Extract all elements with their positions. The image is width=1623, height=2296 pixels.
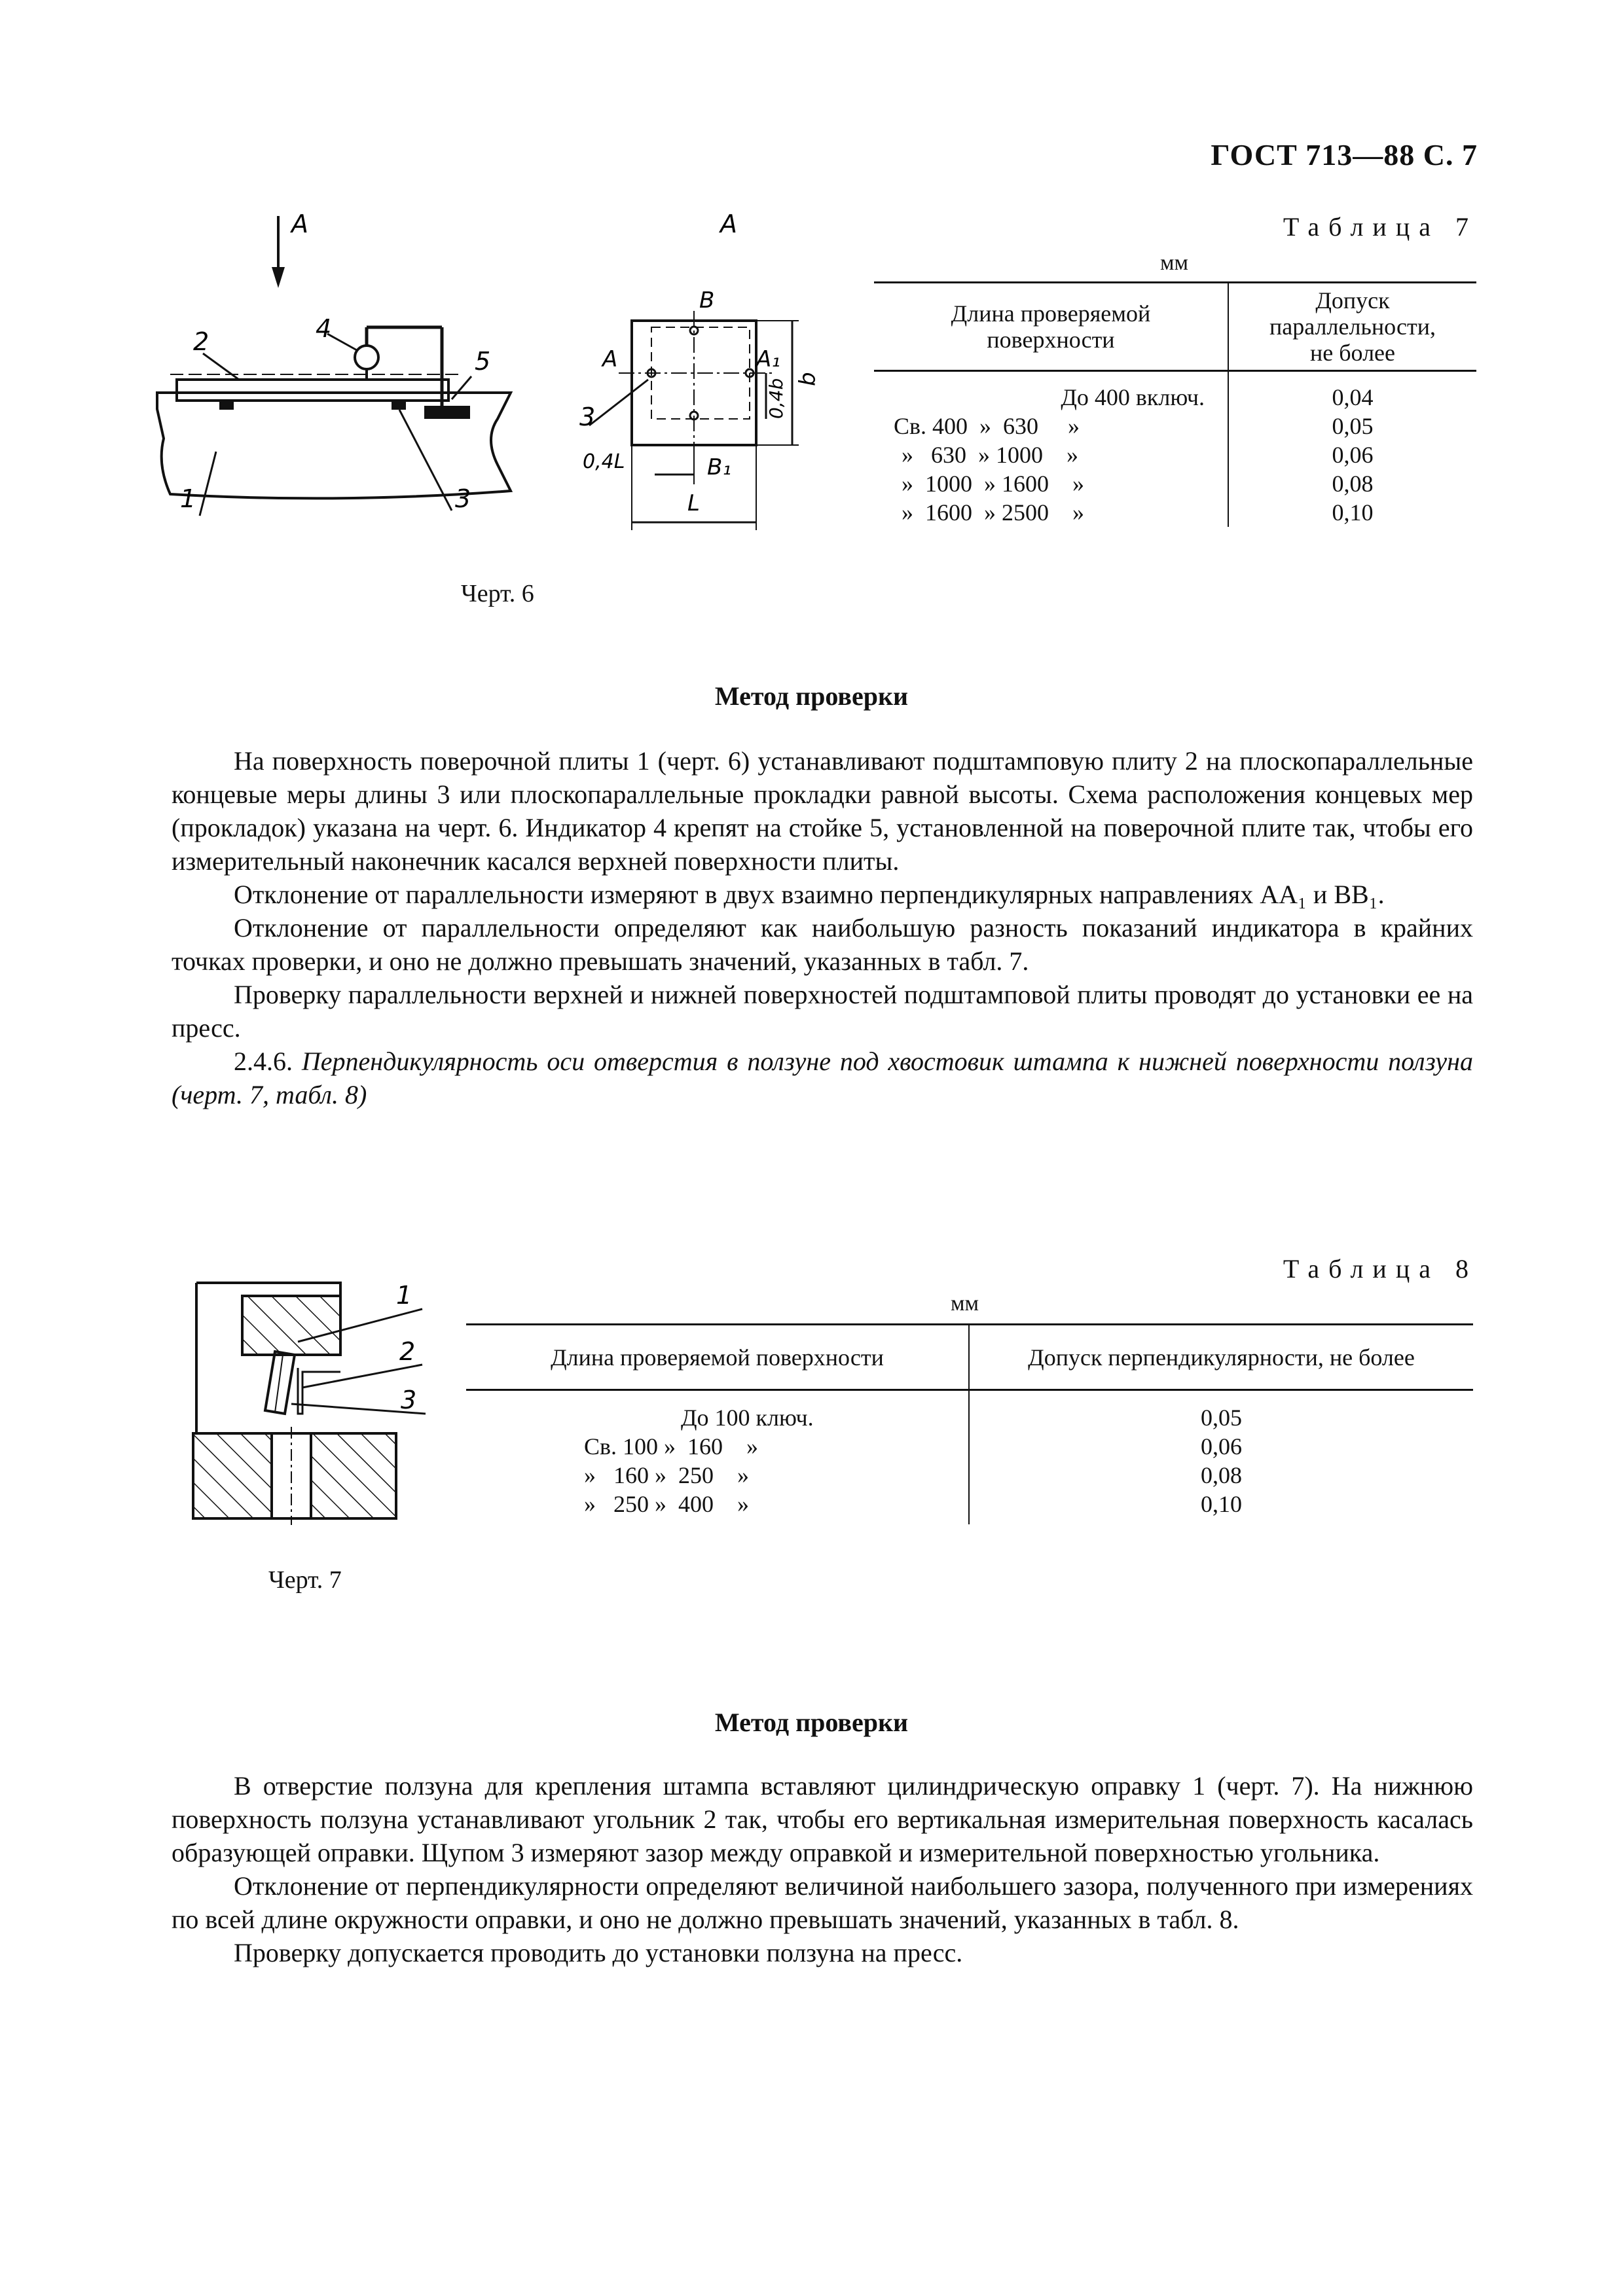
table-8-row-2-range: Св. 100 » 160 »: [466, 1432, 969, 1461]
table-7: [874, 281, 1476, 527]
section-1-paragraph-3: Отклонение от параллельности определяют как наибольшую разность показаний индикатора в крайних точках проверки, и оно не должно превышать значений, указанных в табл. 7.: [172, 913, 1473, 976]
table-7-row-1-tol: 0,04: [1332, 384, 1374, 410]
fig6-label-b: B: [699, 287, 715, 314]
fig6-label-a1: A₁: [756, 346, 780, 372]
figure-6-caption: Черт. 6: [461, 580, 534, 607]
figure-7-drawing: [183, 1257, 484, 1532]
table-7-col2: Допуск параллельности, не более: [1269, 287, 1436, 366]
table-8-unit: мм: [951, 1291, 979, 1316]
table-7-row-3-range: » 630 » 1000 »: [874, 440, 1228, 469]
table-8: [466, 1323, 1473, 1524]
section-1-paragraph-1: На поверхность поверочной плиты 1 (черт. 6) устанавливают подштамповую плиту 2 на плоскопараллельные концевые меры длины 3 или плоскопараллельные прокладки равной высоты. Схема расположения концевых мер (прокладок) указана на черт. 6. Индикатор 4 крепят на стойке 5, установленной на поверочной плите так, чтобы его измерительный наконечник касался верхней поверхности плиты.: [172, 746, 1473, 876]
table-7-title: Таблица 7: [1283, 212, 1478, 242]
page-header: ГОСТ 713—88 С. 7: [1211, 138, 1478, 171]
fig6-label-1: 1: [180, 484, 196, 513]
fig6-label-l: L: [687, 490, 700, 516]
fig6-label-a: A: [602, 346, 618, 372]
fig7-label-1: 1: [396, 1281, 412, 1310]
fig7-label-2: 2: [399, 1337, 416, 1366]
table-7-col1: Длина проверяемой поверхности: [874, 283, 1228, 371]
section-2-body: [172, 1769, 1473, 1969]
table-8-row-4-range: » 250 » 400 »: [466, 1490, 969, 1524]
table-7-row-5-range: » 1600 » 2500 »: [874, 498, 1228, 527]
table-8-row-3-tol: 0,08: [1201, 1462, 1242, 1488]
table-8-col2: Допуск перпендикулярности, не более: [1028, 1344, 1415, 1371]
table-8-row-1-range: До 100 ключ.: [466, 1390, 969, 1433]
table-7-row-3-tol: 0,06: [1332, 442, 1374, 468]
table-8-row-1-tol: 0,05: [1201, 1405, 1242, 1431]
fig6-label-04l: 0,4L: [583, 450, 625, 473]
table-8-row-4-tol: 0,10: [1201, 1491, 1242, 1517]
table-8-row-3-range: » 160 » 250 »: [466, 1461, 969, 1490]
table-7-row-2-range: Св. 400 » 630 »: [874, 412, 1228, 440]
table-8-row-2-tol: 0,06: [1201, 1433, 1242, 1460]
fig6-label-3b: 3: [579, 403, 596, 431]
fig6-label-3: 3: [455, 484, 471, 513]
section-2-heading: Метод проверки: [714, 1708, 909, 1737]
table-7-row-4-range: » 1000 » 1600 »: [874, 469, 1228, 498]
table-7-row-1-range: До 400 включ.: [874, 371, 1228, 412]
section-1-paragraph-4: Проверку параллельности верхней и нижней поверхностей подштамповой плиты проводят до установки ее на пресс.: [172, 980, 1473, 1043]
fig6-label-arrow-a: A: [291, 209, 308, 238]
section-1-paragraph-2: Отклонение от параллельности измеряют в двух взаимно перпендикулярных направлениях AA₁ и BB₁.: [234, 880, 1385, 909]
fig6-label-b1: B₁: [707, 454, 731, 480]
table-7-row-2-tol: 0,05: [1332, 413, 1374, 439]
section-2-paragraph-3: Проверку допускается проводить до установки ползуна на пресс.: [234, 1938, 963, 1967]
fig6-label-bsmall: b: [795, 372, 821, 386]
figure-6-drawing: [144, 203, 864, 543]
section-1-body: [172, 744, 1473, 1111]
fig6-label-4: 4: [316, 314, 332, 343]
fig6-label-04b: 0,4b: [765, 378, 787, 419]
table-7-row-4-tol: 0,08: [1332, 471, 1374, 497]
section-1-heading: Метод проверки: [714, 681, 909, 711]
section-2-paragraph-1: В отверстие ползуна для крепления штампа вставляют цилиндрическую оправку 1 (черт. 7). На нижнюю поверхность ползуна устанавливают угольник 2 так, чтобы его вертикальная измерительная поверхность касалась образующей оправки. Щупом 3 измеряют зазор между оправкой и измерительной поверхностью угольника.: [172, 1771, 1473, 1867]
fig6-label-5: 5: [475, 347, 491, 376]
clause-2-4-6: 2.4.6. Перпендикулярность оси отверстия в ползуне под хвостовик штампа к нижней поверхности ползуна (черт. 7, табл. 8): [172, 1047, 1474, 1109]
section-2-paragraph-2: Отклонение от перпендикулярности определяют величиной наибольшего зазора, полученного при измерениях по всей длине окружности оправки, и оно не должно превышать значений, указанных в табл. 8.: [172, 1871, 1473, 1934]
table-8-title: Таблица 8: [1283, 1254, 1478, 1283]
table-7-unit: мм: [1160, 251, 1189, 275]
table-8-col1: Длина проверяемой поверхности: [466, 1325, 969, 1390]
fig7-label-3: 3: [401, 1386, 417, 1414]
fig6-label-2: 2: [193, 327, 210, 356]
fig6-label-view-a: A: [720, 209, 737, 238]
figure-7-caption: Черт. 7: [268, 1566, 342, 1594]
table-7-row-5-tol: 0,10: [1332, 499, 1374, 526]
